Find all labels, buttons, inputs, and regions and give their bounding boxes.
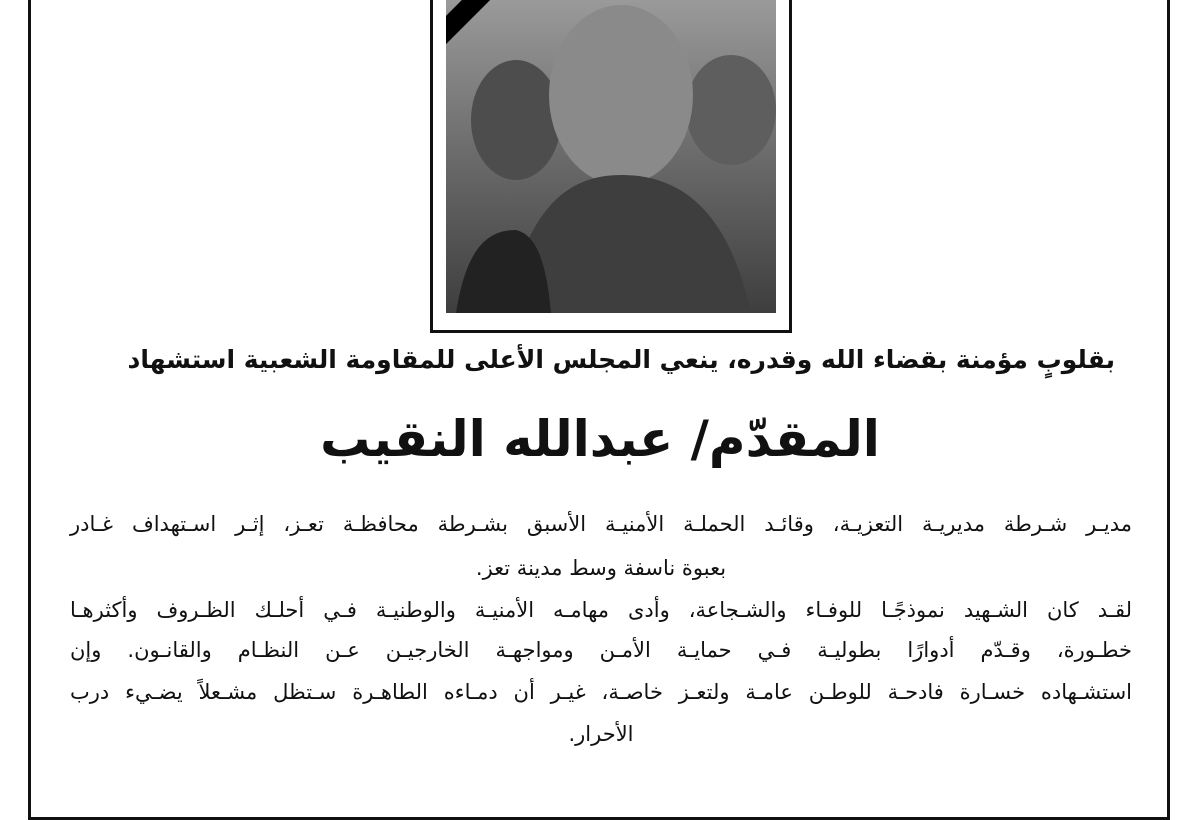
martyr-name: المقدّم/ عبدالله النقيب	[320, 410, 880, 468]
intro-text: بقلوبٍ مؤمنة بقضاء الله وقدره، ينعي المجلس الأعلى للمقاومة الشعبية استشهاد	[127, 345, 1115, 374]
notice-line: مديـر شـرطة مديريـة التعزيـة، وقائـد الحملـة الأمنيـة الأسبق بشـرطة محافظـة تعـز، إثـر اسـتهداف غـادر	[70, 512, 1132, 536]
notice-line: بعبوة ناسفة وسط مدينة تعز.	[475, 556, 727, 580]
notice-line: استشـهاده خسـارة فادحـة للوطـن عامـة ولتعـز خاصـة، غيـر أن دمـاءه الطاهـرة سـتظل مشـعلاً يضـيء درب	[70, 680, 1132, 704]
portrait-figure	[446, 0, 776, 313]
notice-line: لقـد كان الشـهيد نموذجًـا للوفـاء والشـجاعة، وأدى مهامـه الأمنيـة والوطنيـة فـي أحلـك الظـروف وأكثرهـا	[70, 598, 1132, 622]
photo-frame	[430, 0, 792, 333]
notice-line: خطـورة، وقـدّم أدوارًا بطوليـة فـي حمايـة الأمـن ومواجهـة الخارجيـن عـن النظـام والقانـون. وإن	[70, 638, 1132, 662]
notice-line: الأحرار.	[568, 722, 634, 746]
portrait-photo	[446, 0, 776, 313]
